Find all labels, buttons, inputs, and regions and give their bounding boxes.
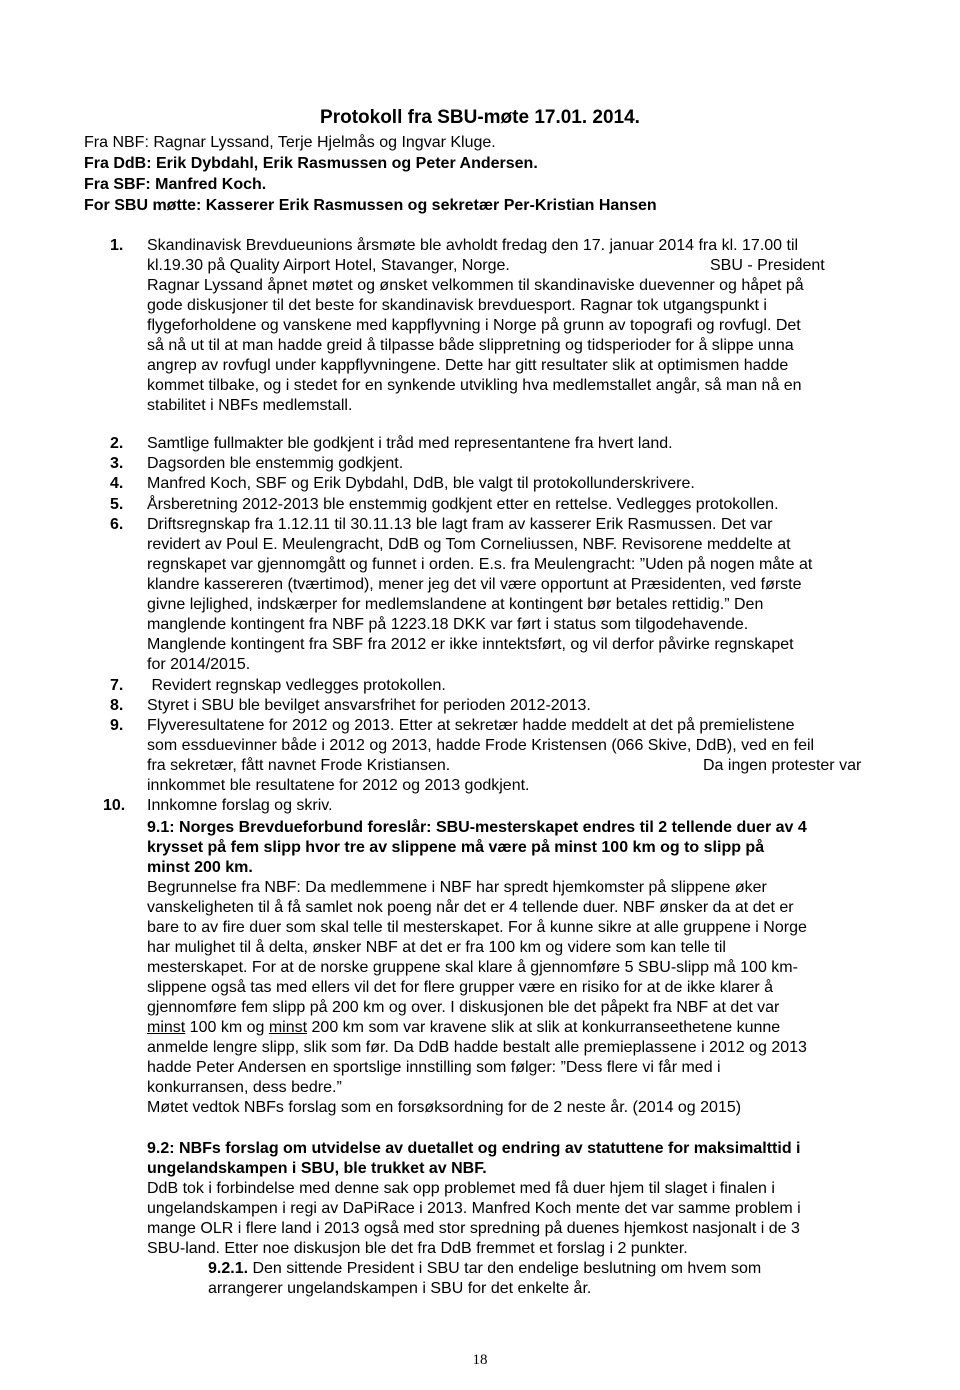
paragraph-line: slippene også tas med ellers vil det for flere grupper være en risiko for at de ikke klarer å [147,979,774,996]
item-text-line: Ragnar Lyssand åpnet møtet og ønsket velkommen til skandinaviske duevenner og håpet på [147,277,804,294]
paragraph-line: DdB tok i forbindelse med denne sak opp problemet med få duer hjem til slaget i finalen i [147,1180,775,1197]
item-text-line: manglende kontingent fra NBF på 1223.18 DKK var ført i status som tilgodehavende. [147,616,749,633]
item-number: 5. [110,496,124,513]
item-text-line: innkommet ble resultatene for 2012 og 2013 godkjent. [147,777,530,794]
paragraph-line: gjennomføre fem slipp på 200 km og over. I diskusjonen ble det påpekt fra NBF at det var [147,999,780,1016]
item-text-line: Da ingen protester var [703,757,862,774]
item-text-line: givne lejlighed, indskærper for medlemslandene at kontingent bør betales rettidig.” Den [147,596,764,613]
underlined-word: minst [268,1019,308,1036]
item-text-line: Manglende kontingent fra SBF fra 2012 er ikke inntektsført, og vil derfor påvirke regnskapet [147,636,794,653]
paragraph-line: har mulighet til å delta, ønsker NBF at det er fra 100 km og videre som kan telle til [147,939,726,956]
paragraph-line: anmelde lengre slipp, slik som før. Da DdB hadde bestalt alle premieplassene i 2012 og 2013 [147,1039,807,1056]
attendees-sbf: Fra SBF: Manfred Koch. [84,176,267,193]
item-text-line: Skandinavisk Brevdueunions årsmøte ble avholdt fredag den 17. januar 2014 fra kl. 17.00 til [147,237,799,254]
page-number: 18 [472,1352,488,1368]
item-text-line: Driftsregnskap fra 1.12.11 til 30.11.13 ble lagt fram av kasserer Erik Rasmussen. Det var [147,516,773,533]
item-number: 4. [110,475,124,492]
paragraph-line: mange OLR i flere land i 2013 også med stor spredning på duenes hjemkost nasjonalt i de 3 [147,1220,800,1237]
item-text-line: revidert av Poul E. Meulengracht, DdB og Tom Corneliussen, NBF. Revisorene meddelte at [147,536,791,553]
item-text-line: Styret i SBU ble bevilget ansvarsfrihet for perioden 2012-2013. [147,697,591,714]
paragraph-line: minst 100 km og minst 200 km som var kravene slik at slik at konkurranseethetene kunne [147,1019,781,1036]
item-text-line: flygeforholdene og vanskene med kappflyvning i Norge på grunn av topografi og rovfugl. Det [147,317,801,334]
item-text-line: Manfred Koch, SBF og Erik Dybdahl, DdB, ble valgt til protokollunderskrivere. [147,475,695,492]
paragraph-line: arrangerer ungelandskampen i SBU for det enkelte år. [208,1280,592,1297]
item-number: 10. [103,797,126,814]
paragraph-line: bare to av fire duer som skal telle til mesterskapet. For å kunne sikre at alle gruppene i Norge [147,919,807,936]
item-number: 8. [110,697,124,714]
paragraph-line: ungelandskampen i regi av DaPiRace i 2013. Manfred Koch mente det var samme problem i [147,1200,801,1217]
item-text-line: SBU - President [710,257,825,274]
section-heading-line: ungelandskampen i SBU, ble trukket av NBF. [147,1160,487,1177]
paragraph-line: vanskeligheten til å få samlet nok poeng når det er 4 tellende duer. NBF ønsker da at det er [147,899,794,916]
section-heading-line: minst 200 km. [147,859,253,876]
item-text-line: Årsberetning 2012-2013 ble enstemmig godkjent etter en rettelse. Vedlegges protokollen. [147,496,779,513]
item-text-line: Flyveresultatene for 2012 og 2013. Etter at sekretær hadde meddelt at det på premielistene [147,717,795,734]
item-text-line: Samtlige fullmakter ble godkjent i tråd med representantene fra hvert land. [147,435,673,452]
paragraph-line: Møtet vedtok NBFs forslag som en forsøksordning for de 2 neste år. (2014 og 2015) [147,1099,742,1116]
attendees-sbu: For SBU møtte: Kasserer Erik Rasmussen og sekretær Per-Kristian Hansen [84,197,657,214]
paragraph-line: hadde Peter Andersen en sportslige innstilling som følger: ”Dess flere vi får med i [147,1059,721,1076]
underlined-word: minst [147,1019,186,1036]
item-text-line: kl.19.30 på Quality Airport Hotel, Stavanger, Norge. [147,257,510,274]
item-text-line: som essduevinner både i 2012 og 2013, hadde Frode Kristensen (066 Skive, DdB), ved en feil [147,737,815,754]
section-9-2 [147,1139,887,1259]
attendees-ddb: Fra DdB: Erik Dybdahl, Erik Rasmussen og Peter Andersen. [84,155,538,172]
item-text-line: så nå ut til at man hadde greid å tilpasse både slippretning og tidsperioder for å slippe unna [147,337,794,354]
item-text-line: angrep av rovfugl under kappflyvningene. Dette har gitt resultater slik at optimismen hadde [147,357,789,374]
page-title: Protokoll fra SBU-møte 17.01. 2014. [320,107,640,128]
paragraph-line: konkurransen, dess bedre.” [147,1079,342,1096]
attendees-nbf: Fra NBF: Ragnar Lyssand, Terje Hjelmås og Ingvar Kluge. [84,134,496,151]
item-text-line: regnskapet var gjennomgått og funnet i orden. E.s. fra Meulengracht: ”Uden på nogen måte at [147,556,813,573]
item-text-line: Dagsorden ble enstemmig godkjent. [147,455,404,472]
item-text-line: gode diskusjoner til det beste for skandinavisk brevduesport. Ragnar tok utgangspunkt i [147,297,767,314]
item-number: 7. [110,677,124,694]
paragraph-line: Begrunnelse fra NBF: Da medlemmene i NBF har spredt hjemkomster på slippene øker [147,879,767,896]
section-heading-line: 9.1: Norges Brevdueforbund foreslår: SBU-mesterskapet endres til 2 tellende duer av 4 [147,819,807,836]
attendees-block [84,132,657,216]
section-9-2-1 [208,1259,761,1299]
item-number: 9. [110,717,124,734]
section-heading-line: 9.2: NBFs forslag om utvidelse av duetallet og endring av statuttene for maksimalttid i [147,1140,801,1157]
item-number: 1. [110,237,124,254]
section-9-1 [147,818,887,1118]
item-text-line: fra sekretær, fått navnet Frode Kristiansen. [147,757,451,774]
item-text-line: Innkomne forslag og skriv. [147,797,333,814]
item-text-line: stabilitet i NBFs medlemstall. [147,397,353,414]
paragraph-line: SBU-land. Etter noe diskusjon ble det fra DdB fremmet et forslag i 2 punkter. [147,1240,688,1257]
item-text-line: kommet tilbake, og i stedet for en synkende utvikling hva medlemstallet angår, så man nå en [147,377,802,394]
paragraph-line: mesterskapet. For at de norske gruppene skal klare å gjennomføre 5 SBU-slipp må 100 km- [147,959,798,976]
section-heading-line: krysset på fem slipp hvor tre av slippene må være på minst 100 km og to slipp på [147,839,765,856]
item-text-line: Revidert regnskap vedlegges protokollen. [147,677,446,694]
item-text-line: for 2014/2015. [147,656,251,673]
item-number: 3. [110,455,124,472]
subsection-number: 9.2.1. [208,1260,249,1277]
item-number: 2. [110,435,124,452]
item-number: 6. [110,516,124,533]
paragraph-line: Den sittende President i SBU tar den endelige beslutning om hvem som [248,1260,762,1277]
item-text-line: klandre kassereren (tværtimod), mener jeg det vil være opportunt at Præsidenten, ved første [147,576,802,593]
